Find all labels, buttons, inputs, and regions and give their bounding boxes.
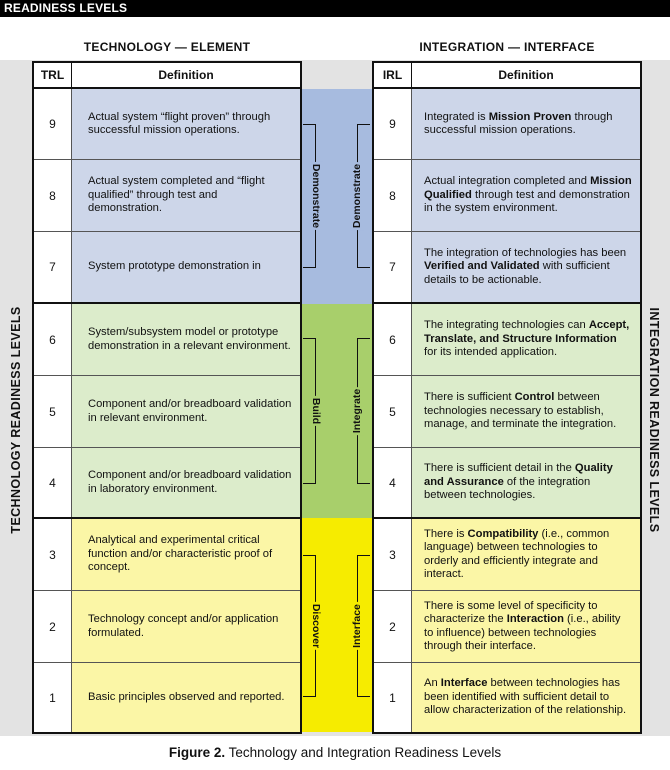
irl-level-number: 6 [374,304,412,375]
irl-definition-keyword: Quality and Assurance [424,462,613,488]
irl-definition-text: between technologies has been identified with sufficient detail to allow characterization of the relationship. [424,677,627,717]
phase-label-discover: Discover [310,603,322,649]
irl-definition [412,376,640,447]
irl-level-number: 1 [374,663,412,732]
irl-definition-text: The integration of technologies has been [424,246,627,259]
irl-definition-keyword: Compatibility [467,527,539,540]
trl-definition-text: Basic principles observed and reported. [88,690,285,703]
trl-definition-text: Actual system “flight proven” through successful mission operations. [88,110,271,136]
irl-definition [412,591,640,662]
irl-definition-keyword: Verified and Validated [424,260,540,273]
trl-column-header: TRL [34,63,72,89]
irl-level-number: 8 [374,160,412,231]
technology-heading: TECHNOLOGY — ELEMENT [83,40,251,54]
irl-definition [412,519,640,590]
trl-level-number: 5 [34,376,72,447]
irl-definition-text: Actual integration completed and [424,175,591,188]
irl-level-number: 5 [374,376,412,447]
trl-level-number: 7 [34,232,72,302]
phase-label-demonstrate-right: Demonstrate [351,163,363,229]
irl-definition-keyword: Mission Proven [488,110,572,123]
trl-row [34,160,300,232]
trl-table [32,61,302,734]
irl-row [374,519,640,591]
irl-definition-text: between technologies necessary to establish, manage, and terminate the integration. [424,391,617,431]
irl-row [374,304,640,376]
trl-definition-text: Technology concept and/or application formulated. [88,613,279,639]
left-side-label: TECHNOLOGY READINESS LEVELS [9,306,23,534]
figure-caption-label: Figure 2. [168,745,226,760]
irl-definition-text: through successful mission operations. [424,110,613,136]
irl-table [372,61,642,734]
trl-row [34,663,300,732]
right-side-label: INTEGRATION READINESS LEVELS [647,307,661,533]
trl-row [34,232,300,304]
trl-definition [72,376,300,447]
irl-definition-keyword: Interaction [506,613,564,625]
irl-definition [412,304,640,375]
trl-level-number: 8 [34,160,72,231]
trl-level-number: 1 [34,663,72,732]
irl-definition [412,160,640,231]
trl-definition-text: System prototype demonstration in [88,260,261,273]
irl-definition-keyword: Accept, Translate, and Structure Information [424,319,630,345]
trl-row [34,591,300,663]
trl-row [34,519,300,591]
section-banner: READINESS LEVELS [0,0,670,17]
trl-level-number: 6 [34,304,72,375]
irl-definition-text: There is [424,527,468,540]
trl-definition-header: Definition [72,63,300,89]
irl-row [374,591,640,663]
irl-level-number: 3 [374,519,412,590]
irl-row [374,160,640,232]
irl-definition-text: (i.e., common language) between technologies to orderly and efficiently integrate and interact. [424,527,610,580]
irl-row [374,376,640,448]
trl-definition [72,232,300,302]
phase-label-integrate: Integrate [351,388,363,434]
trl-row [34,304,300,376]
trl-definition [72,304,300,375]
irl-row [374,232,640,304]
irl-definition-keyword: Mission Qualified [424,175,632,201]
irl-column-header: IRL [374,63,412,89]
irl-row [374,448,640,519]
phase-label-demonstrate-left: Demonstrate [310,163,322,229]
irl-definition-text: for its intended application. [424,346,558,359]
figure-caption [0,745,670,760]
trl-definition [72,160,300,231]
irl-definition-text: There is some level of specificity to characterize the [424,599,598,625]
irl-level-number: 4 [374,448,412,517]
irl-row [374,89,640,160]
irl-definition [412,232,640,302]
irl-level-number: 2 [374,591,412,662]
figure-caption-text: Technology and Integration Readiness Levels [225,745,502,760]
irl-definition-text: (i.e., ability to influence) between technologies through their interface. [424,613,621,652]
irl-level-number: 7 [374,232,412,302]
irl-definition-keyword: Control [514,391,555,404]
irl-definition-text: Integrated is [424,110,489,123]
trl-definition-text: Component and/or breadboard validation in relevant environment. [88,398,292,424]
trl-definition-text: Component and/or breadboard validation in laboratory environment. [88,469,292,495]
irl-definition-text: An [424,677,441,690]
trl-definition [72,448,300,517]
phase-label-interface: Interface [351,604,363,648]
irl-definition [412,89,640,159]
trl-definition-text: Actual system completed and “flight qualified” through test and demonstration. [88,175,265,215]
irl-definition-text: through test and demonstration in the system environment. [424,188,630,215]
irl-definition-text: There is sufficient detail in the [424,462,575,475]
irl-row [374,663,640,732]
irl-level-number: 9 [374,89,412,159]
irl-definition [412,448,640,517]
trl-level-number: 4 [34,448,72,517]
trl-definition [72,89,300,159]
trl-row [34,89,300,160]
trl-row [34,376,300,448]
trl-row [34,448,300,519]
trl-level-number: 9 [34,89,72,159]
trl-level-number: 2 [34,591,72,662]
trl-definition-text: Analytical and experimental critical function and/or characteristic proof of concept. [88,534,273,574]
irl-definition [412,663,640,732]
trl-definition [72,519,300,590]
trl-definition [72,663,300,732]
integration-heading: INTEGRATION — INTERFACE [419,40,595,54]
trl-definition [72,591,300,662]
irl-definition-text: There is sufficient [424,391,515,404]
irl-definition-keyword: Interface [440,677,488,690]
trl-definition-text: System/subsystem model or prototype demonstration in a relevant environment. [88,326,291,352]
irl-definition-header: Definition [412,63,640,89]
phase-label-build: Build [310,397,322,425]
irl-definition-text: of the integration between technologies. [424,475,591,502]
irl-definition-text: with sufficient details to be actionable. [424,260,610,286]
irl-definition-text: The integrating technologies can [424,319,589,332]
trl-level-number: 3 [34,519,72,590]
